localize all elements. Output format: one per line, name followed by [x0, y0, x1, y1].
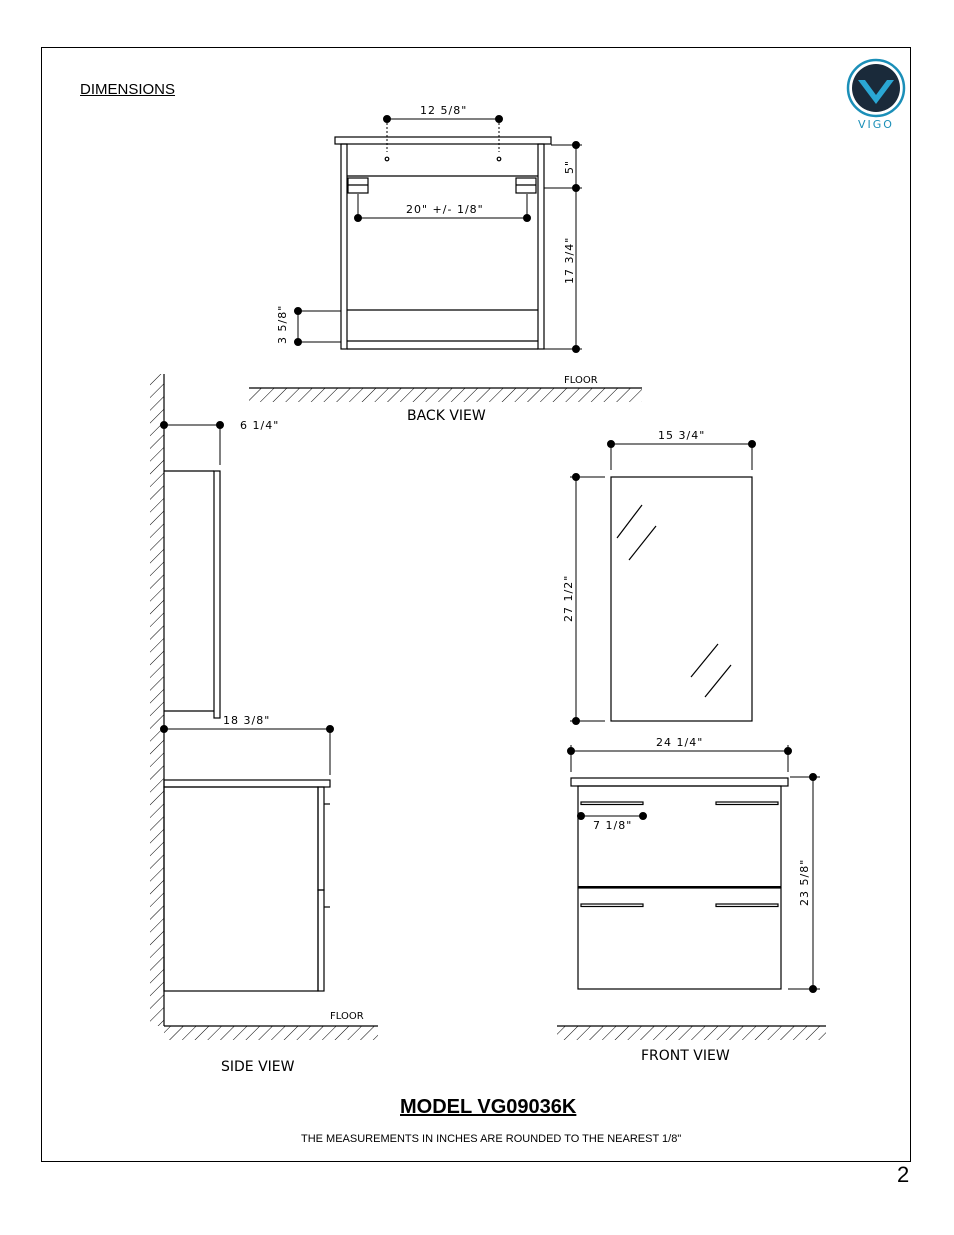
side-floor-hatch — [164, 1026, 378, 1040]
handle-bottom-left-icon — [581, 904, 643, 907]
front-drawer-bottom — [578, 888, 781, 989]
back-floor-hatch — [249, 388, 642, 402]
back-view — [335, 137, 551, 349]
dim-handle-length: 7 1/8" — [593, 819, 633, 832]
front-view-label: FRONT VIEW — [641, 1048, 730, 1064]
dim-cabinet-width: 24 1/4" — [656, 736, 704, 749]
back-right-panel — [538, 144, 544, 349]
handle-bottom-right-icon — [716, 904, 778, 907]
dim-hole-spacing: 12 5/8" — [420, 104, 468, 117]
side-drawer-front-top — [318, 787, 324, 890]
back-hole-right-icon — [497, 157, 501, 161]
back-view-label: BACK VIEW — [407, 408, 486, 424]
measurement-note: THE MEASUREMENTS IN INCHES ARE ROUNDED TO THE NEAREST 1/8" — [301, 1133, 682, 1145]
side-cabinet — [164, 787, 318, 991]
handle-top-right-icon — [716, 802, 778, 805]
front-mirror — [611, 477, 752, 721]
dimensions-heading: DIMENSIONS — [80, 81, 176, 98]
dim-cabinet-height: 23 5/8" — [798, 858, 811, 906]
dim-cabinet-depth: 18 3/8" — [223, 714, 271, 727]
side-countertop — [164, 780, 330, 787]
back-hole-left-icon — [385, 157, 389, 161]
side-drawer-front-bottom — [318, 890, 324, 991]
front-dimensions — [568, 441, 821, 993]
front-view — [571, 477, 788, 989]
logo-disc-icon — [852, 64, 900, 112]
back-dimensions — [294, 116, 582, 353]
front-countertop — [571, 778, 788, 786]
dim-bottom-panel: 3 5/8" — [276, 304, 289, 344]
back-floor-label: FLOOR — [564, 375, 598, 386]
mirror-glare-icon — [617, 505, 642, 538]
side-floor-label: FLOOR — [330, 1011, 364, 1022]
front-drawer-top — [578, 786, 781, 887]
side-wall-hatch — [150, 374, 164, 1026]
back-left-panel — [341, 144, 347, 349]
side-view-label: SIDE VIEW — [221, 1059, 295, 1075]
side-mirror — [214, 471, 220, 718]
dim-mirror-depth: 6 1/4" — [240, 419, 280, 432]
dim-back-height: 17 3/4" — [563, 236, 576, 284]
handle-top-left-icon — [581, 802, 643, 805]
dim-mirror-height: 27 1/2" — [562, 574, 575, 622]
page-number: 2 — [897, 1162, 910, 1187]
dim-mirror-width: 15 3/4" — [658, 429, 706, 442]
logo-text: VIGO — [858, 118, 894, 131]
dim-bracket-spacing: 20" +/- 1/8" — [406, 203, 484, 216]
side-view — [164, 471, 330, 991]
dim-top-offset: 5" — [563, 159, 576, 174]
back-countertop — [335, 137, 551, 144]
model-title: MODEL VG09036K — [400, 1096, 577, 1118]
front-floor-hatch — [557, 1026, 826, 1040]
vigo-logo — [848, 60, 904, 131]
